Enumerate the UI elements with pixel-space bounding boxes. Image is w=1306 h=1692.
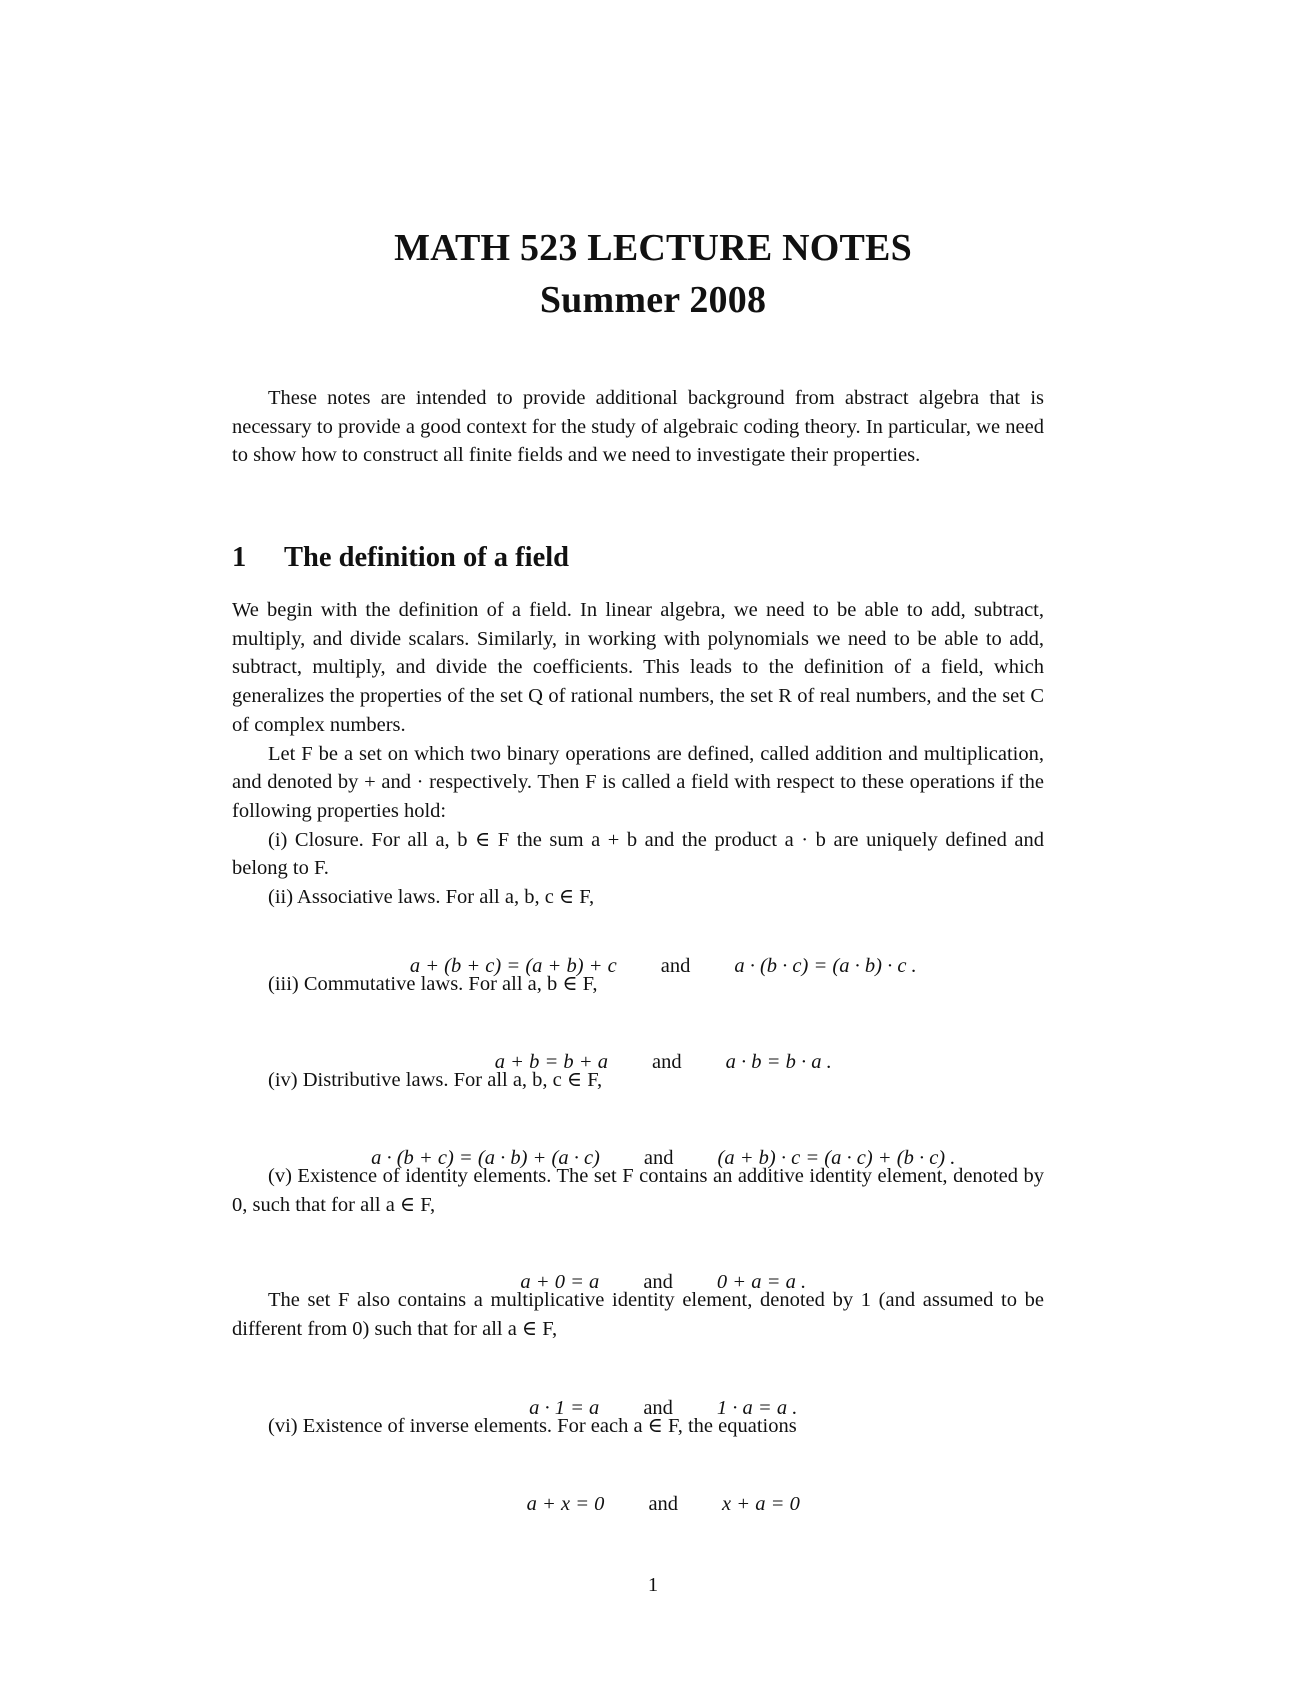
section-body (232, 596, 1044, 912)
equation-lhs: a + x = 0 (526, 1493, 605, 1515)
page-number: 1 (647, 1574, 659, 1596)
paragraph-intro: We begin with the definition of a field. In linear algebra, we need to be able to add, subtract, multiply, and divide scalars. Similarly, in working with polynomials we need to be able to add, subtract, multiply, and divide the coefficients. This leads to the definition of a field, which generalizes the properties of the set Q of rational numbers, the set R of real numbers, and the set C of complex numbers. (232, 599, 1044, 736)
property-distributive: (iv) Distributive laws. For all a, b, c ∈ F, (268, 1069, 603, 1091)
equation-connector: and (643, 1147, 674, 1169)
property-commutative: (iii) Commutative laws. For all a, b ∈ F, (268, 973, 598, 995)
section-title: The definition of a field (284, 542, 570, 573)
equation-rhs: a · (b · c) = (a · b) · c . (734, 955, 917, 977)
property-inverse: (vi) Existence of inverse elements. For each a ∈ F, the equations (268, 1415, 797, 1437)
title-line-1: MATH 523 LECTURE NOTES (394, 227, 912, 269)
equation-connector: and (643, 1397, 673, 1419)
equation-lhs: a · (b + c) = (a · b) + (a · c) (371, 1147, 600, 1169)
property-commutative-line (232, 970, 1044, 999)
document-title (0, 222, 1306, 326)
equation-lhs: a · 1 = a (529, 1397, 600, 1419)
equation-rhs: 1 · a = a . (716, 1397, 798, 1419)
equation-rhs: x + a = 0 (722, 1493, 800, 1515)
property-identity-block (232, 1162, 1044, 1219)
paragraph-field-def: Let F be a set on which two binary operations are defined, called addition and multiplication, and denoted by + and · respectively. Then F is called a field with respect to these operations if the following properties hold: (232, 742, 1044, 822)
title-line-2: Summer 2008 (539, 279, 767, 321)
property-inverse-line (232, 1412, 1044, 1441)
section-number: 1 (232, 542, 247, 573)
multiplicative-identity-text: The set F also contains a multiplicative identity element, denoted by 1 (and assumed to be different from 0) such that for all a ∈ F, (232, 1289, 1044, 1340)
property-distributive-line (232, 1066, 1044, 1095)
equation-rhs: a · b = b · a . (725, 1051, 832, 1073)
equation-rhs: 0 + a = a . (716, 1271, 807, 1293)
abstract-text: These notes are intended to provide additional background from abstract algebra that is necessary to provide a good context for the study of algebraic coding theory. In particular, we need to show how to construct all finite fields and we need to investigate their properties. (232, 387, 1044, 467)
multiplicative-identity-block (232, 1286, 1044, 1343)
equation-connector: and (648, 1493, 679, 1515)
equation-lhs: a + (b + c) = (a + b) + c (409, 955, 617, 977)
property-closure: (i) Closure. For all a, b ∈ F the sum a + b and the product a · b are uniquely defined and belong to F. (232, 828, 1044, 880)
equation-rhs: (a + b) · c = (a · c) + (b · c) . (717, 1147, 956, 1169)
property-associative: (ii) Associative laws. For all a, b, c ∈ F, (268, 886, 595, 909)
section-heading (232, 540, 1044, 576)
equation-lhs: a + b = b + a (494, 1051, 609, 1073)
property-identity: (v) Existence of identity elements. The set F contains an additive identity element, denoted by 0, such that for all a ∈ F, (232, 1165, 1044, 1216)
abstract (232, 384, 1044, 470)
equation-connector: and (643, 1271, 673, 1293)
equation-lhs: a + 0 = a (520, 1271, 600, 1293)
equation-connector: and (660, 955, 691, 977)
equation-connector: and (652, 1051, 682, 1073)
equation-inverse (0, 1462, 1306, 1546)
